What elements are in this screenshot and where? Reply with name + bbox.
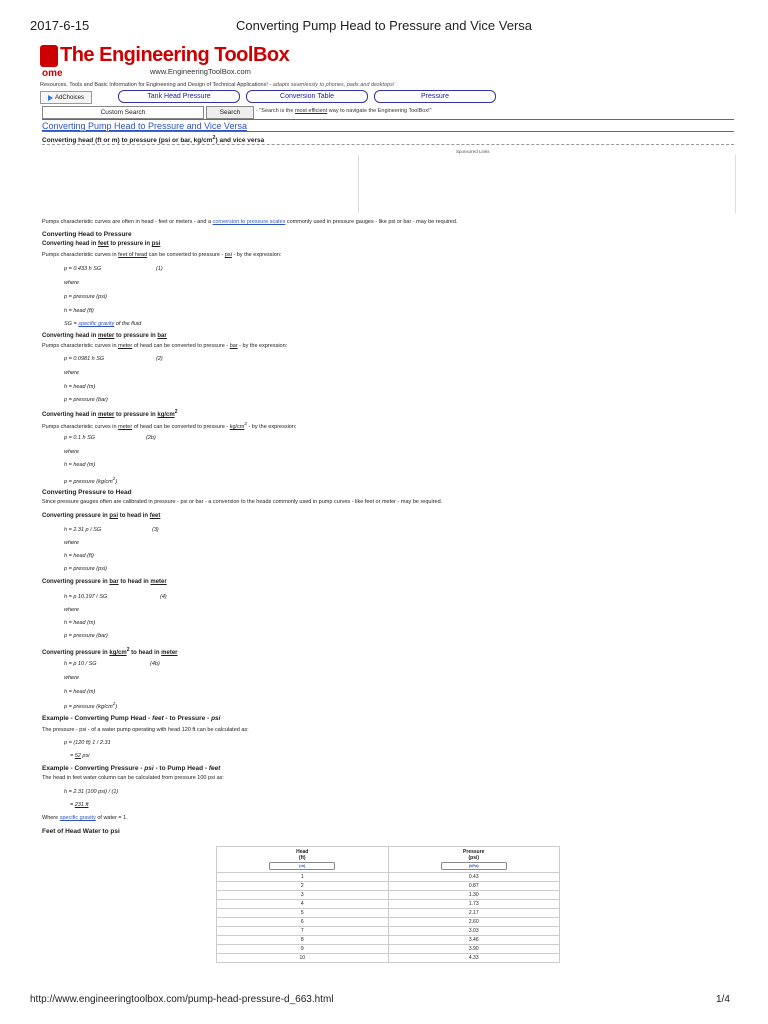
search-note-pre: - "Search is the: [256, 108, 295, 114]
home-link[interactable]: ome: [42, 68, 63, 79]
example1-eq2: [70, 753, 89, 759]
equation-3-number: (3): [152, 527, 159, 533]
example2-title: [42, 765, 220, 772]
head-cell: 1: [217, 873, 389, 882]
t: Pumps characteristic curves in: [42, 252, 119, 258]
page-title[interactable]: Converting Pump Head to Pressure and Vice Versa: [42, 121, 247, 131]
print-date: 2017-6-15: [30, 18, 90, 33]
toolbox-logo-icon: [40, 45, 58, 67]
t: 2: [126, 647, 130, 653]
t: psi: [224, 252, 232, 258]
t: psi: [144, 765, 154, 772]
t: meter: [161, 650, 178, 656]
equation-3: h = 2.31 p / SG: [64, 527, 102, 533]
site-url: www.EngineeringToolBox.com: [150, 67, 251, 76]
sec1-b-title: [42, 333, 167, 339]
equation-4-number: (4): [160, 594, 167, 600]
t: to head in: [118, 579, 151, 585]
t: Where: [42, 815, 60, 821]
specific-gravity-link[interactable]: specific gravity: [78, 321, 115, 327]
t: psi: [80, 753, 90, 759]
head-cell: 2: [217, 882, 389, 891]
t: Converting pressure in: [42, 579, 110, 585]
t: kg/cm: [229, 423, 245, 430]
t: kg/cm: [157, 412, 175, 418]
pressure-cell: 1.30: [388, 891, 560, 900]
where-line: h = head (m): [64, 689, 96, 695]
t: meter: [118, 343, 133, 349]
specific-gravity-link[interactable]: specific gravity: [59, 815, 96, 821]
table-row: [217, 882, 560, 891]
equation-4b-number: (4b): [150, 661, 160, 667]
t: Example - Converting Pressure -: [42, 765, 145, 772]
t: psi: [151, 241, 161, 247]
t: p = pressure (kg/cm: [64, 703, 113, 710]
t: 2: [112, 701, 116, 706]
sec2-title: Converting Pressure to Head: [42, 489, 132, 496]
nav-conversion-table[interactable]: Conversion Table: [246, 90, 368, 103]
example2-where: [42, 815, 128, 821]
unit-toggle-m-button[interactable]: (m): [269, 862, 335, 870]
where-line: h = head (ft): [64, 553, 94, 559]
t: to pressure in: [108, 241, 152, 247]
t: 2: [112, 476, 116, 481]
play-icon: [48, 95, 53, 101]
site-logo[interactable]: [40, 44, 289, 67]
pressure-cell: 3.90: [388, 945, 560, 954]
where-label: where: [64, 607, 79, 613]
table-row: [217, 936, 560, 945]
print-title: Converting Pump Head to Pressure and Vice Versa: [235, 18, 533, 33]
t: bar: [229, 343, 238, 349]
pressure-cell: 3.03: [388, 927, 560, 936]
t: feet: [152, 715, 164, 722]
t: 231 ft: [74, 802, 89, 808]
head-pressure-table: [216, 846, 560, 963]
pressure-cell: 0.87: [388, 882, 560, 891]
t: to head in: [118, 513, 150, 519]
table-header-row: [217, 847, 560, 873]
t: Converting head in: [42, 412, 99, 418]
table-row: [217, 891, 560, 900]
where-line: h = head (m): [64, 462, 96, 468]
t: - to Pressure -: [163, 715, 212, 722]
t: - by the expression:: [237, 343, 288, 349]
table-row: [217, 945, 560, 954]
where-line: [64, 476, 117, 485]
header-divider: [42, 119, 734, 120]
head-cell: 10: [217, 954, 389, 963]
where-line: p = pressure (bar): [64, 397, 108, 403]
head-cell: 7: [217, 927, 389, 936]
adchoices-button[interactable]: [40, 91, 92, 104]
t: 52: [74, 753, 81, 759]
t: Converting pressure in: [42, 513, 110, 519]
sec1-c-title: [42, 409, 178, 418]
intro-post: commonly used in pressure gauges - like psi or bar - may be required.: [285, 219, 458, 225]
sec1-c-text: [42, 421, 296, 430]
t: bar: [109, 579, 119, 585]
example2-eq2: [70, 802, 89, 808]
tagline-note: - adapts seamlessly to phones, pads and desktops!: [269, 82, 395, 88]
where-line: h = head (m): [64, 384, 96, 390]
intro-text: [42, 219, 457, 225]
pressure-cell: 3.46: [388, 936, 560, 945]
pressure-cell: 0.43: [388, 873, 560, 882]
t: - to Pump Head -: [153, 765, 209, 772]
equation-2b: p = 0.1 h SG: [64, 435, 96, 441]
t: ): [115, 703, 118, 710]
subtitle-sup: 2: [212, 135, 216, 141]
sec2-a-title: [42, 513, 160, 519]
equation-4: h = p 10.197 / SG: [64, 594, 108, 600]
dashed-divider: [42, 144, 734, 145]
table-row: [217, 900, 560, 909]
example1-title: [42, 715, 220, 722]
tagline-text: Resources, Tools and Basic Information for Engineering and Design of Technical Applications!: [40, 82, 268, 88]
equation-1-number: (1): [156, 266, 163, 272]
t: ): [115, 478, 118, 485]
t: feet: [208, 765, 221, 772]
t: feet: [149, 513, 161, 519]
where-line: p = pressure (psi): [64, 294, 107, 300]
pressure-cell: 1.73: [388, 900, 560, 909]
t: feet: [98, 241, 109, 247]
t: psi: [211, 715, 221, 722]
intro-link[interactable]: conversion to pressure scales: [212, 219, 286, 225]
t: - by the expression:: [231, 252, 282, 258]
t: of the fluid: [114, 321, 142, 327]
head-cell: 4: [217, 900, 389, 909]
search-button[interactable]: Search: [206, 106, 254, 119]
equation-4b: h = p 10 / SG: [64, 661, 97, 667]
example1-eq1: p = (120 ft) 1 / 2.31: [64, 740, 111, 746]
t: Converting head in: [42, 333, 99, 339]
t: (psi): [468, 855, 480, 861]
where-label: where: [64, 540, 79, 546]
t: =: [70, 802, 75, 808]
unit-toggle-kpa-button[interactable]: (kPa): [441, 862, 507, 870]
sec2-b-title: [42, 579, 167, 585]
where-label: where: [64, 370, 79, 376]
equation-2b-number: (2b): [146, 435, 156, 441]
intro-pre: Pumps characteristic curves are often in head - feet or meters - and a: [42, 219, 213, 225]
print-page-number: 1/4: [716, 994, 730, 1005]
search-note: [256, 108, 432, 114]
pressure-cell: 4.33: [388, 954, 560, 963]
nav-tank-head-pressure[interactable]: Tank Head Pressure: [118, 90, 240, 103]
t: 2: [244, 421, 247, 426]
sec1-b-text: [42, 343, 287, 349]
t: to head in: [129, 650, 162, 656]
t: meter: [150, 579, 167, 585]
title-divider: [42, 131, 734, 132]
where-line: [64, 321, 141, 327]
t: Pumps characteristic curves in: [42, 343, 119, 349]
t: kg/cm: [109, 650, 127, 656]
t: - by the expression:: [246, 423, 297, 430]
ad-area[interactable]: [358, 155, 736, 213]
logo-text: The Engineering ToolBox: [60, 44, 290, 66]
t: Pressure: [463, 849, 485, 855]
example2-text: The head in feet water column can be calculated from pressure 100 psi as:: [42, 775, 224, 781]
sec1-title: Converting Head to Pressure: [42, 231, 132, 238]
pressure-cell: 2.60: [388, 918, 560, 927]
adchoices-label: AdChoices: [54, 94, 84, 101]
t: Head: [296, 849, 309, 855]
t: Example - Converting Pump Head -: [42, 715, 153, 722]
t: bar: [157, 333, 167, 339]
head-cell: 5: [217, 909, 389, 918]
head-cell: 3: [217, 891, 389, 900]
table-row: [217, 918, 560, 927]
where-line: h = head (ft): [64, 308, 94, 314]
nav-pressure[interactable]: Pressure: [374, 90, 496, 103]
col-head: [217, 847, 389, 873]
t: Pumps characteristic curves in: [42, 423, 119, 430]
where-line: h = head (m): [64, 620, 96, 626]
head-cell: 6: [217, 918, 389, 927]
t: =: [70, 753, 75, 759]
table-row: [217, 954, 560, 963]
table-row: [217, 927, 560, 936]
col-pressure: [388, 847, 560, 873]
t: meter: [98, 412, 115, 418]
table-title: Feet of Head Water to psi: [42, 828, 120, 835]
t: 2: [174, 409, 178, 415]
t: meter: [118, 423, 133, 430]
t: SG =: [64, 321, 79, 327]
table-row: [217, 873, 560, 882]
equation-1: p = 0.433 h SG: [64, 266, 102, 272]
head-cell: 9: [217, 945, 389, 954]
search-note-link[interactable]: most efficient: [294, 108, 328, 114]
t: meter: [98, 333, 115, 339]
where-line: p = pressure (bar): [64, 633, 108, 639]
where-label: where: [64, 280, 79, 286]
t: feet of head: [118, 252, 148, 258]
page-subtitle: [42, 135, 264, 144]
where-label: where: [64, 449, 79, 455]
t: of water = 1.: [95, 815, 128, 821]
subtitle-text: Converting head (ft or m) to pressure (psi or bar, kg/cm: [42, 137, 213, 145]
t: can be converted to pressure -: [147, 252, 225, 258]
tagline: [40, 82, 394, 88]
sec2-text: Since pressure gauges often are calibrated in pressure - psi or bar - a conversion to the heads commonly used in pump curves - like feet or meter - may be required.: [42, 499, 443, 505]
where-label: where: [64, 675, 79, 681]
t: of head can be converted to pressure -: [132, 343, 230, 349]
equation-2-number: (2): [156, 356, 163, 362]
t: to pressure in: [114, 333, 158, 339]
t: Converting pressure in: [42, 650, 110, 656]
t: Converting head in: [42, 241, 99, 247]
sec2-c-title: [42, 647, 178, 656]
subtitle-end: ) and vice versa: [215, 137, 265, 145]
t: p = pressure (kg/cm: [64, 478, 113, 485]
where-line: p = pressure (psi): [64, 566, 107, 572]
table-row: [217, 909, 560, 918]
sec1-a-title: [42, 241, 160, 247]
pressure-cell: 2.17: [388, 909, 560, 918]
equation-2: p = 0.0981 h SG: [64, 356, 105, 362]
t: to pressure in: [114, 412, 158, 418]
search-note-post: way to navigate the Engineering ToolBox!": [327, 108, 432, 114]
search-input[interactable]: Custom Search: [42, 106, 204, 119]
t: psi: [109, 513, 119, 519]
t: of head can be converted to pressure -: [132, 423, 230, 430]
sponsored-label: Sponsored Links: [456, 149, 490, 154]
where-line: [64, 701, 117, 710]
example2-eq1: h = 2.31 (100 psi) / (1): [64, 789, 119, 795]
sec1-a-text: [42, 252, 281, 258]
print-url: http://www.engineeringtoolbox.com/pump-head-pressure-d_663.html: [30, 994, 334, 1005]
head-cell: 8: [217, 936, 389, 945]
example1-text: The pressure - psi - of a water pump operating with head 120 ft can be calculated as:: [42, 727, 249, 733]
t: (ft): [298, 855, 306, 861]
